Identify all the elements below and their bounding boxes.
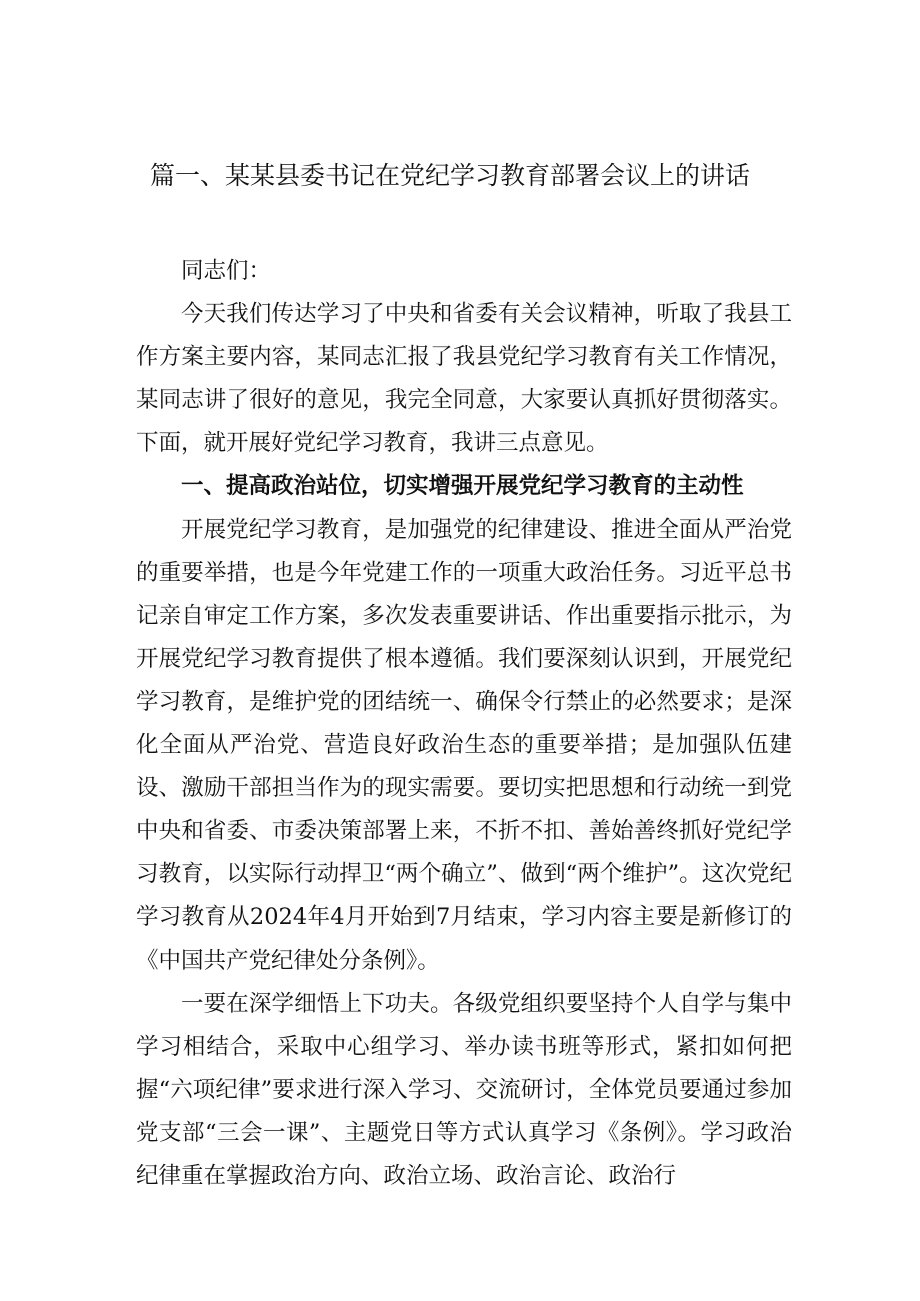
- document-title: 篇一、某某县委书记在党纪学习教育部署会议上的讲话: [150, 161, 751, 190]
- document-body: [136, 250, 792, 1198]
- salutation: 同志们：: [181, 258, 272, 284]
- body-paragraph: 一要在深学细悟上下功夫。各级党组织要坚持个人自学与集中学习相结合，采取中心组学习、举办读书班等形式，紧扣如何把握“六项纪律”要求进行深入学习、交流研讨，全体党员要通过参加党支部“三会一课”、主题党日等方式认真学习《条例》。学习政治纪律重在掌握政治方向、政治立场、政治言论、政治行: [136, 990, 792, 1189]
- section-heading: 一、提高政治站位，切实增强开展党纪学习教育的主动性: [181, 473, 744, 500]
- intro-paragraph: 今天我们传达学习了中央和省委有关会议精神，听取了我县工作方案主要内容，某同志汇报了我县党纪学习教育有关工作情况，某同志讲了很好的意见，我完全同意，大家要认真抓好贯彻落实。下面，就开展好党纪学习教育，我讲三点意见。: [136, 301, 792, 457]
- body-paragraph: 开展党纪学习教育，是加强党的纪律建设、推进全面从严治党的重要举措，也是今年党建工作的一项重大政治任务。习近平总书记亲自审定工作方案，多次发表重要讲话、作出重要指示批示，为开展党纪学习教育提供了根本遵循。我们要深刻认识到，开展党纪学习教育，是维护党的团结统一、确保令行禁止的必然要求；是深化全面从严治党、营造良好政治生态的重要举措；是加强队伍建设、激励干部担当作为的现实需要。要切实把思想和行动统一到党中央和省委、市委决策部署上来，不折不扣、善始善终抓好党纪学习教育，以实际行动捍卫“两个确立”、做到“两个维护”。这次党纪学习教育从2024年4月开始到7月结束，学习内容主要是新修订的《中国共产党纪律处分条例》。: [136, 516, 792, 974]
